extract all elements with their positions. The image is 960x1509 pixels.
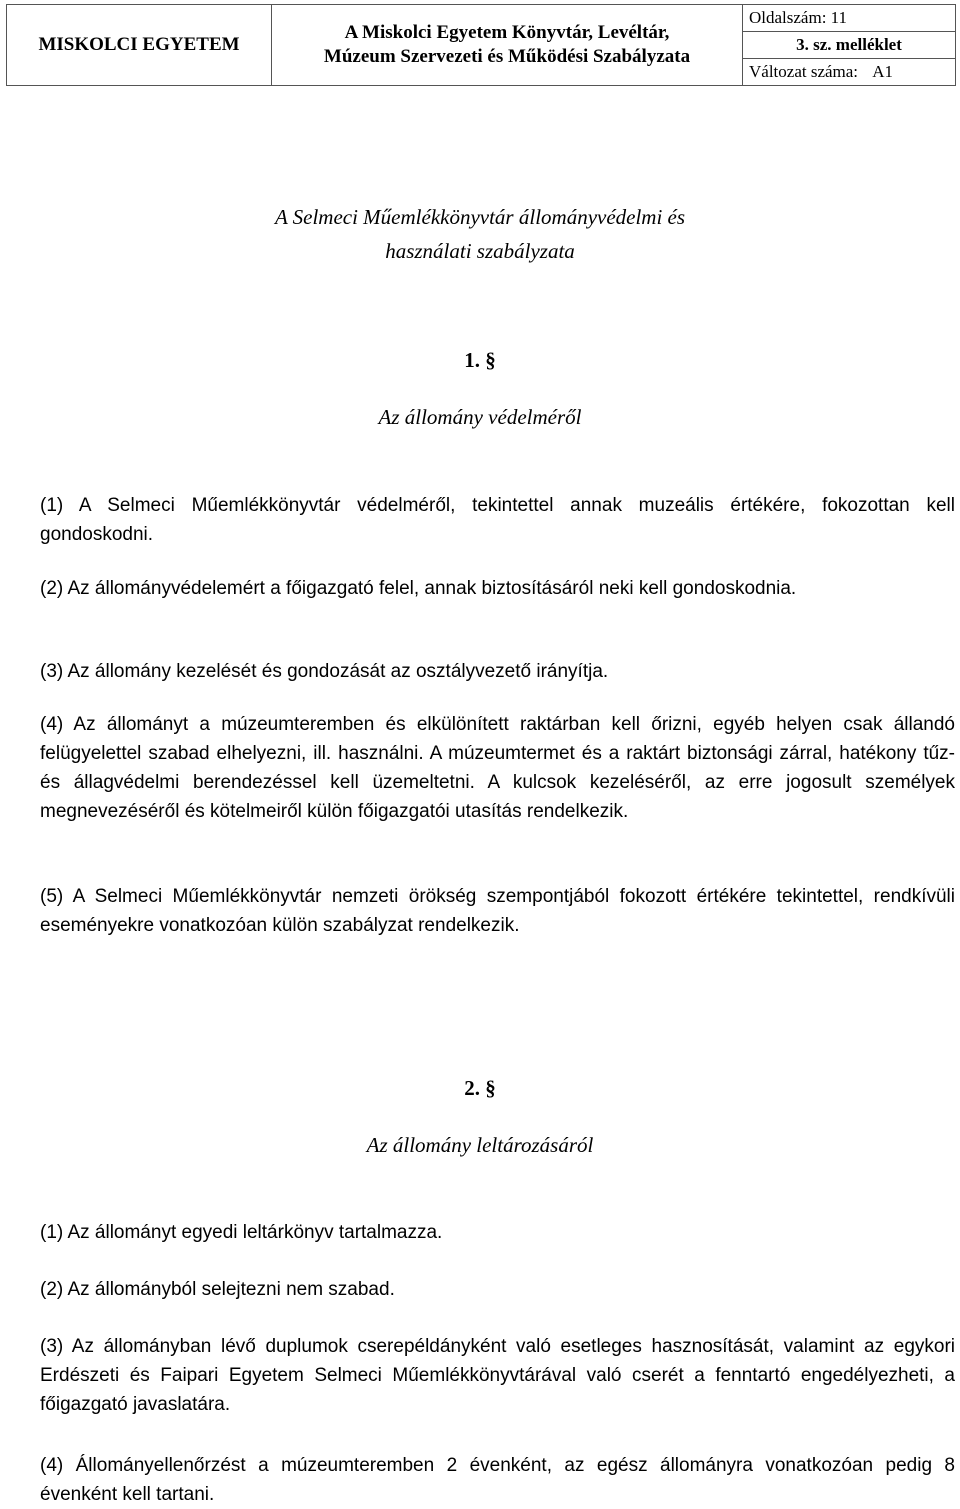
section-number: 1. § [464,348,496,372]
document-title [0,200,960,268]
paragraph: (2) Az állományvédelemért a főigazgató felel, annak biztosításáról neki kell gondoskodnia. [40,578,797,599]
version-label: Változat száma: [749,62,859,81]
paragraph: (4) Az állományt a múzeumteremben és elkülönített raktárban kell őrizni, egyéb helyen csak állandó felügyelettel szabad elhelyezni, ill. használni. A múzeumtermet és a raktárt biztonsági zárral, hatékony tűz- és állagvédelmi berendezéssel kell üzemeltetni. A kulcsok kezeléséről, az erre jogosult személyek megnevezéséről és kötelmeiről külön főigazgatói utasítás rendelkezik. [40,714,955,822]
page-number-row [743,5,955,32]
regulation-title-line2: Múzeum Szervezeti és Működési Szabályzata [323,46,691,67]
regulation-title [272,5,743,86]
paragraph: (5) A Selmeci Műemlékkönyvtár nemzeti örökség szempontjából fokozott értékére tekintettel, rendkívüli eseményekre vonatkozóan külön szabályzat rendelkezik. [40,886,955,936]
version-row [743,59,955,85]
version-value: A1 [872,62,894,81]
paragraph: (2) Az állományból selejtezni nem szabad. [40,1279,395,1300]
document-title-line1: A Selmeci Műemlékkönyvtár állományvédelmi és [274,205,686,229]
paragraph: (4) Állományellenőrzést a múzeumteremben 2 évenként, az egész állományra vonatkozóan pedig 8 évenként kell tartani. [40,1455,955,1505]
section-title: Az állomány védelméről [378,405,582,429]
meta-cell [743,5,956,86]
paragraph: (1) A Selmeci Műemlékkönyvtár védelméről, tekintettel annak muzeális értékére, fokozottan kell gondoskodni. [40,495,955,545]
page-number: 11 [830,8,848,27]
regulation-title-line1: A Miskolci Egyetem Könyvtár, Levéltár, [344,22,670,43]
paragraph: (1) Az állományt egyedi leltárkönyv tartalmazza. [40,1222,443,1243]
section-title: Az állomány leltározásáról [366,1133,594,1157]
document-header [6,4,956,86]
page-number-label: Oldalszám: [749,8,827,27]
document-title-line2: használati szabályzata [385,239,575,263]
section-number: 2. § [464,1076,496,1100]
org-name: MISKOLCI EGYETEM [7,5,272,86]
paragraph: (3) Az állomány kezelését és gondozását az osztályvezető irányítja. [40,661,609,682]
appendix-label: 3. sz. melléklet [743,32,955,59]
paragraph: (3) Az állományban lévő duplumok cserepéldányként való esetleges hasznosítását, valamint az egykori Erdészeti és Faipari Egyetem Selmeci Műemlékkönyvtárával való cserét a fenntartó engedélyezheti, a főigazgató javaslatára. [40,1336,955,1415]
